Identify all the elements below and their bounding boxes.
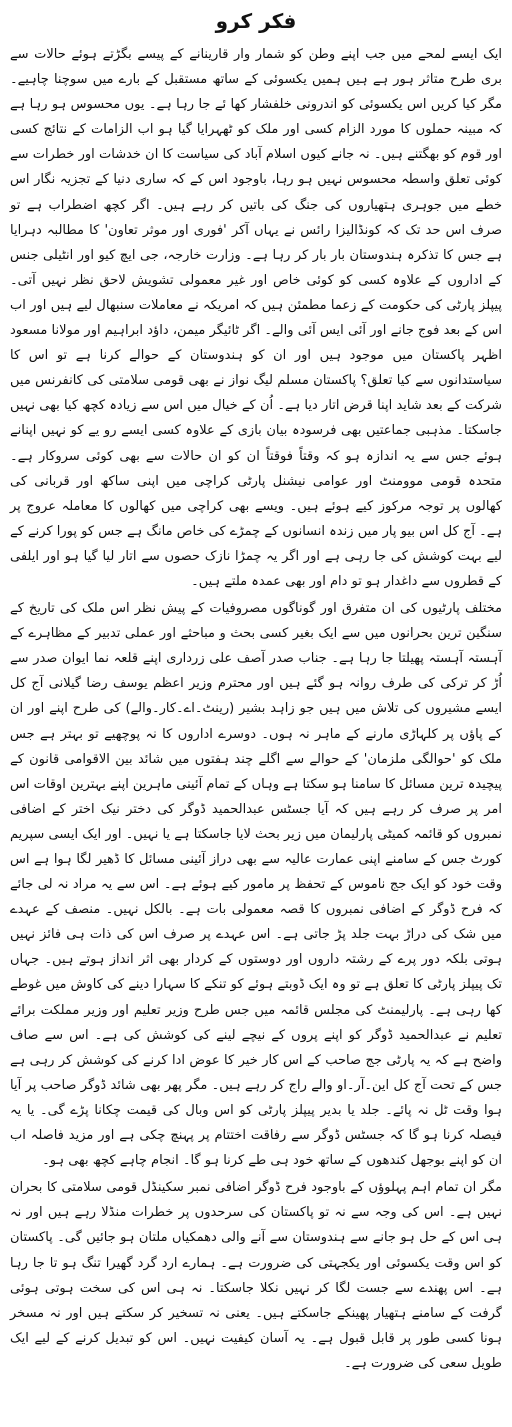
- article-paragraph-2: مختلف پارٹیوں کی ان متفرق اور گوناگوں مصروفیات کے پیش نظر اس ملک کی تاریخ کے سنگین ترین بحرانوں میں سے ایک بغیر کسی بحث و مباحثے اور عملی تدبیر کے مظاہرے کے آہستہ آہستہ پھیلتا جا رہا ہے۔ جناب صدر آصف علی زرداری اپنے قلعہ نما ایوان صدر سے اُڑ کر ترکی کی طرف روانہ ہو گئے ہیں اور محترم وزیر اعظم یوسف رضا گیلانی آج کل ایسے مشیروں کی تلاش میں ہیں جو زاہد بشیر (رینٹ۔اے۔کار۔والے) کی طرح اپنے اور ان کے پاؤں پر کلہاڑی مارنے کے ماہر نہ ہوں۔ دوسرے اداروں کا نہ پوچھیے تو بہتر ہے جس ملک کو 'حوالگی ملزمان' کے حوالے سے اگلے چند ہفتوں میں شائد بین الاقوامی قانون کے پیچیدہ ترین مسائل کا سامنا ہو سکتا ہے وہاں کے تمام آئینی ماہرین اپنے بہترین اوقات اس امر پر صرف کر رہے ہیں کہ آیا جسٹس عبدالحمید ڈوگر کی دختر نیک اختر کے اضافی نمبروں کو قائمہ کمیٹی پارلیمان میں زیر بحث لایا جاسکتا ہے یا نہیں۔ اور ایک ایسی سپریم کورٹ جس کے سامنے اپنی عمارت عالیہ سے بھی دراز آئینی مسائل کا ڈھیر لگا ہوا ہے اس وقت خود کو ایک جج ناموس کے تحفظ پر مامور کیے ہوئے ہے۔ اس سے یہ مراد نہ لی جائے کہ فرح ڈوگر کے اضافی نمبروں کا قصہ معمولی بات ہے۔ بالکل نہیں۔ منصف کے عہدے میں شک کی دراڑ بہت جلد پڑ جاتی ہے۔ اس عہدے پر صرف اس کی ذات ہی فائز نہیں ہوتی بلکہ دور پرے کے رشتہ داروں اور دوستوں کے کردار بھی اثر انداز ہوتے ہیں۔ جہاں تک پیپلز پارٹی کا تعلق ہے تو وہ ایک ڈوبتے ہوئے کو تنکے کا سہارا دینے کی کاوش میں غوطے کھا رہی ہے۔ پارلیمنٹ کی مجلس قائمہ میں جس طرح وزیر تعلیم اور وزیر مملکت برائے تعلیم نے عبدالحمید ڈوگر کو اپنے پروں کے نیچے لینے کی کوشش کی ہے۔ اس سے صاف واضح ہے کہ یہ پارٹی جج صاحب کے اس کار خیر کا عوض ادا کرنے کی کوشش کر رہی ہے جس کے تحت آج کل این۔آر۔او والے راج کر رہے ہیں۔ مگر پھر بھی شائد ڈوگر صاحب پر آیا ہوا وقت ٹل نہ پائے۔ جلد یا بدیر پیپلز پارٹی کو اس وبال کی قیمت چکانا پڑے گی۔ یا یہ فیصلہ کرنا ہو گا کہ جسٹس ڈوگر سے رفاقت اختتام پر پہنچ چکی ہے اور مزید فاصلہ اب ان کو اپنے بوجھل کندھوں کے ساتھ خود ہی طے کرنا ہو گا۔ انجام چاہے کچھ بھی ہو۔: [10, 601, 502, 1169]
- article-title: فکر کرو: [215, 9, 297, 33]
- article-paragraph-1: ایک ایسے لمحے میں جب اپنے وطن کو شمار وار قارینانے کے پیسے بگڑتے ہوئے حالات سے بری طرح متاثر ہور ہے ہیں ہمیں یکسوئی کے ساتھ مستقبل کے بارے میں سوچنا چاہیے۔ مگر کیا کریں اس یکسوئی کو اندرونی خلفشار کھا ئے جا رہا ہے۔ یوں محسوس ہو رہا ہے کہ مبینہ حملوں کا مورد الزام کسی اور ملک کو ٹھہرایا گیا ہو اب الزامات کے نتائج کسی اور قوم کو بھگتنے ہیں۔ نہ جانے کیوں اسلام آباد کی سیاست کا ان خدشات اور خطرات سے کوئی تعلق واسطہ محسوس نہیں ہو رہا، باوجود اس کے کہ ساری دنیا کے تجزیہ نگار اس خطے میں جوہری ہتھیاروں کی جنگ کی باتیں کر رہے ہیں۔ اگر کچھ اضطراب ہے تو صرف اس حد تک کہ کونڈالیزا رائس نے یہاں آکر 'فوری اور موثر تعاون' کا مطالبہ دہرایا ہے جس کا تذکرہ ہندوستان بار بار کر رہا ہے۔ وزارت خارجہ، جی ایچ کیو اور انٹیلی جنس کے اداروں کے علاوہ کسی کو کوئی خاص اور غیر معمولی تشویش لاحق نظر نہیں آتی۔ پیپلز پارٹی کی حکومت کے زعما مطمئن ہیں کہ امریکہ نے معاملات سنبھال لیے ہیں اور اب اس کے بعد فوج جانے اور آئی ایس آئی والے۔ اگر ٹائیگر میمن، داؤد ابراہیم اور مولانا مسعود اظہر پاکستان میں موجود ہیں اور ان کو ہندوستان کے حوالے کرنا ہے تو اس کا سیاستدانوں سے کیا تعلق؟ پاکستان مسلم لیگ نواز نے بھی قومی سلامتی کی کانفرنس میں شرکت کے بعد شاید اپنا قرض اتار دیا ہے۔ اُن کے خیال میں اس سے زیادہ کچھ کیا بھی نہیں جاسکتا۔ مذہبی جماعتیں بھی فرسودہ بیان بازی کے علاوہ کسی ایسے رو یے کو نہیں اپنانے ہوئے جس سے یہ اندازہ ہو کہ وقتاً فوقتاً ان کو ان حالات سے بھی کوئی سروکار ہے۔ متحدہ قومی موومنٹ اور عوامی نیشنل پارٹی کراچی میں اپنی ساکھ اور قربانی کی کھالوں پر توجہ مرکوز کیے ہوئے ہیں۔ ویسے بھی کراچی میں کھالوں کا معاملہ عروج پر ہے۔ آج کل اس بیو پار میں زندہ انسانوں کے چمڑے کی خاص مانگ ہے جس کو پورا کرنے کے لیے بہت کوشش کی جا رہی ہے اور اگر یہ چمڑا نازک حصوں سے اتار لیا گیا ہو اور ایلفی کے قطروں سے داغدار ہو تو دام اور بھی عمدہ ملتے ہیں۔: [10, 47, 502, 589]
- article-paragraph-3: مگر ان تمام اہم پہلوؤں کے باوجود فرح ڈوگر اضافی نمبر سکینڈل قومی سلامتی کا بحران نہیں ہے۔ اس کی وجہ سے نہ تو پاکستان کی سرحدوں پر خطرات منڈلا رہے ہیں اور نہ ہی اس کے حل ہو جانے سے ہندوستان سے آنے والی دھمکیاں ملتان ہو جائیں گی۔ پاکستان کو اس وقت یکسوئی اور یکجہتی کی ضرورت ہے۔ ہمارے ارد گرد گھیرا تنگ ہو تا جا رہا ہے۔ اس پھندے سے جست لگا کر نہیں نکلا جاسکتا۔ نہ ہی اس کی سخت ہوتی ہوئی گرفت کے سامنے ہتھیار پھینکے جاسکتے ہیں۔ یعنی نہ تسخیر کر سکتے ہیں اور نہ مسخر ہونا کسی طور پر قابل قبول ہے۔ یہ آسان کیفیت نہیں۔ اس کو تبدیل کرنے کے لیے ایک طویل سعی کی ضرورت ہے۔: [10, 1180, 502, 1371]
